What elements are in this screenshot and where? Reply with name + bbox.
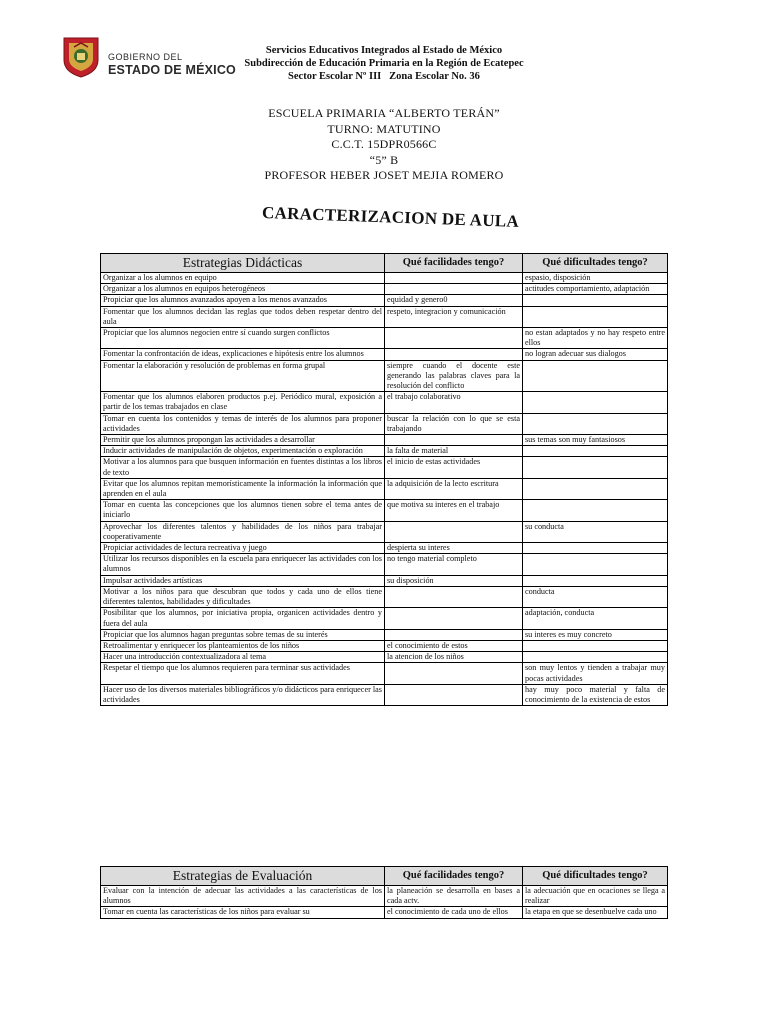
difficulties-cell [523,413,668,434]
strategy-cell: Fomentar que los alumnos elaboren productos p.ej. Periódico mural, exposición a partir de los temas trabajados en clase [101,392,385,413]
logo-line-1: GOBIERNO DEL [108,52,183,62]
difficulties-cell: su interes es muy concreto [523,629,668,640]
strategy-cell: Hacer uso de los diversos materiales bibliográficos y/o didácticos para enriquecer las actividades [101,684,385,705]
table-row [101,608,668,629]
table-row [101,543,668,554]
difficulties-cell: no estan adaptados y no hay respeto entre ellos [523,328,668,349]
table-row [101,663,668,684]
facilities-cell: la atencion de los niños [385,652,523,663]
header-line-1: Servicios Educativos Integrados al Estado de México [265,45,503,56]
strategy-cell: Utilizar los recursos disponibles en la escuela para enriquecer las actividades con los alumnos [101,554,385,575]
difficulties-cell [523,295,668,306]
column-header-difficulties: Qué dificultades tengo? [523,254,668,273]
difficulties-cell: conducta [523,586,668,607]
difficulties-cell [523,478,668,499]
difficulties-cell: hay muy poco material y falta de conocimiento de la existencia de estos [523,684,668,705]
facilities-cell: respeto, integracion y comunicación [385,306,523,327]
table-row [101,328,668,349]
strategy-cell: Propiciar actividades de lectura recreativa y juego [101,543,385,554]
difficulties-cell [523,457,668,478]
table-row [101,360,668,392]
school-shift: TURNO: MATUTINO [327,121,441,136]
facilities-cell [385,273,523,284]
facilities-cell [385,629,523,640]
facilities-cell: el conocimiento de estos [385,640,523,651]
strategy-cell: Tomar en cuenta los contenidos y temas de interés de los alumnos para proponer actividades [101,413,385,434]
facilities-cell [385,586,523,607]
school-cct: C.C.T. 15DPR0566C [331,137,437,151]
school-info [184,106,584,184]
difficulties-cell: actitudes comportamiento, adaptación [523,284,668,295]
strategy-cell: Evaluar con la intención de adecuar las actividades a las características de los alumnos [101,886,385,907]
facilities-cell: la adquisición de la lecto escritura [385,478,523,499]
table-row [101,306,668,327]
table-row [101,435,668,446]
table-row [101,478,668,499]
facilities-cell: su disposición [385,575,523,586]
strategy-cell: Fomentar la elaboración y resolución de problemas en forma grupal [101,360,385,392]
table-row [101,586,668,607]
strategy-cell: Organizar a los alumnos en equipo [101,273,385,284]
facilities-cell [385,663,523,684]
table-row [101,457,668,478]
facilities-cell: buscar la relación con lo que se esta trabajando [385,413,523,434]
facilities-cell: no tengo material completo [385,554,523,575]
column-header-facilities: Qué facilidades tengo? [385,254,523,273]
strategy-cell: Fomentar que los alumnos decidan las reglas que todos deben respetar dentro del aula [101,306,385,327]
facilities-cell: la planeación se desarrolla en bases a cada actv. [385,886,523,907]
table-row [101,575,668,586]
table-row [101,500,668,521]
table-row [101,392,668,413]
column-header-difficulties: Qué dificultades tengo? [523,867,668,886]
logo-line-2: ESTADO DE MÉXICO [108,63,236,77]
facilities-cell: el conocimiento de cada uno de ellos [385,907,523,918]
estado-de-mexico-seal-icon [60,34,102,78]
difficulties-cell [523,360,668,392]
column-header-strategy: Estrategias Didácticas [101,254,385,273]
facilities-cell [385,521,523,542]
facilities-cell [385,684,523,705]
table-row [101,521,668,542]
difficulties-cell: no logran adecuar sus dialogos [523,349,668,360]
strategy-cell: Retroalimentar y enriquecer los planteamientos de los niños [101,640,385,651]
evaluation-strategies-table [100,866,668,919]
institution-header [200,44,568,83]
facilities-cell [385,608,523,629]
document-title: CARACTERIZACION DE AULA [261,203,520,231]
strategy-cell: Propiciar que los alumnos hagan preguntas sobre temas de su interés [101,629,385,640]
difficulties-cell [523,575,668,586]
facilities-cell: despierta su interes [385,543,523,554]
strategy-cell: Organizar a los alumnos en equipos heterogéneos [101,284,385,295]
strategy-cell: Motivar a los niños para que descubran que todos y cada uno de ellos tiene diferentes talentos, habilidades y dificultades [101,586,385,607]
facilities-cell [385,328,523,349]
strategy-cell: Tomar en cuenta las características de los niños para evaluar su [101,907,385,918]
facilities-cell: el inicio de estas actividades [385,457,523,478]
strategy-cell: Propiciar que los alumnos avanzados apoyen a los menos avanzados [101,295,385,306]
strategy-cell: Hacer una introducción contextualizadora al tema [101,652,385,663]
difficulties-cell: la adecuación que en ocaciones se llega a realizar [523,886,668,907]
difficulties-cell: espasio, disposición [523,273,668,284]
table-row [101,652,668,663]
difficulties-cell: son muy lentos y tienden a trabajar muy pocas actividades [523,663,668,684]
difficulties-cell: sus temas son muy fantasiosos [523,435,668,446]
facilities-cell [385,349,523,360]
header-line-2: Subdirección de Educación Primaria en la Región de Ecatepec [244,58,524,69]
strategy-cell: Impulsar actividades artísticas [101,575,385,586]
strategy-cell: Evitar que los alumnos repitan memorísticamente la información la información que aprenden en el aula [101,478,385,499]
table-row [101,295,668,306]
header-line-3: Sector Escolar Nº III Zona Escolar No. 36 [288,71,480,82]
didactic-strategies-table [100,253,668,706]
difficulties-cell: adaptación, conducta [523,608,668,629]
strategy-cell: Respetar el tiempo que los alumnos requieren para terminar sus actividades [101,663,385,684]
table-row [101,284,668,295]
strategy-cell: Posibilitar que los alumnos, por iniciativa propia, organicen actividades dentro y fuera del aula [101,608,385,629]
table-row [101,273,668,284]
table-row [101,684,668,705]
table-header-row [101,254,668,273]
table-row [101,413,668,434]
strategy-cell: Propiciar que los alumnos negocien entre sí cuando surgen conflictos [101,328,385,349]
difficulties-cell [523,306,668,327]
strategy-cell: Motivar a los alumnos para que busquen información en fuentes distintas a los libros de texto [101,457,385,478]
difficulties-cell [523,392,668,413]
table-row [101,886,668,907]
difficulties-cell [523,640,668,651]
table-row [101,629,668,640]
facilities-cell: siempre cuando el docente este generando las palabras claves para la resolución del conflicto [385,360,523,392]
table-row [101,446,668,457]
difficulties-cell: la etapa en que se desenbuelve cada uno [523,907,668,918]
column-header-facilities: Qué facilidades tengo? [385,867,523,886]
difficulties-cell [523,500,668,521]
difficulties-cell [523,554,668,575]
table-header-row [101,867,668,886]
difficulties-cell: su conducta [523,521,668,542]
table-row [101,554,668,575]
table-row [101,349,668,360]
table-row [101,907,668,918]
table-row [101,640,668,651]
strategy-cell: Inducir actividades de manipulación de objetos, experimentación o exploración [101,446,385,457]
facilities-cell: que motiva su interes en el trabajo [385,500,523,521]
facilities-cell [385,435,523,446]
facilities-cell: la falta de material [385,446,523,457]
strategy-cell: Tomar en cuenta las concepciones que los alumnos tienen sobre el tema antes de iniciarlo [101,500,385,521]
strategy-cell: Aprovechar los diferentes talentos y habilidades de los niños para trabajar cooperativamente [101,521,385,542]
facilities-cell [385,284,523,295]
strategy-cell: Fomentar la confrontación de ideas, explicaciones e hipótesis entre los alumnos [101,349,385,360]
school-teacher: PROFESOR HEBER JOSET MEJIA ROMERO [264,168,504,182]
difficulties-cell [523,652,668,663]
difficulties-cell [523,446,668,457]
facilities-cell: el trabajo colaborativo [385,392,523,413]
school-group: “5” B [369,152,399,167]
facilities-cell: equidad y genero0 [385,295,523,306]
difficulties-cell [523,543,668,554]
column-header-strategy: Estrategias de Evaluación [101,867,385,886]
school-name: ESCUELA PRIMARIA “ALBERTO TERÁN” [268,106,500,120]
strategy-cell: Permitir que los alumnos propongan las actividades a desarrollar [101,435,385,446]
